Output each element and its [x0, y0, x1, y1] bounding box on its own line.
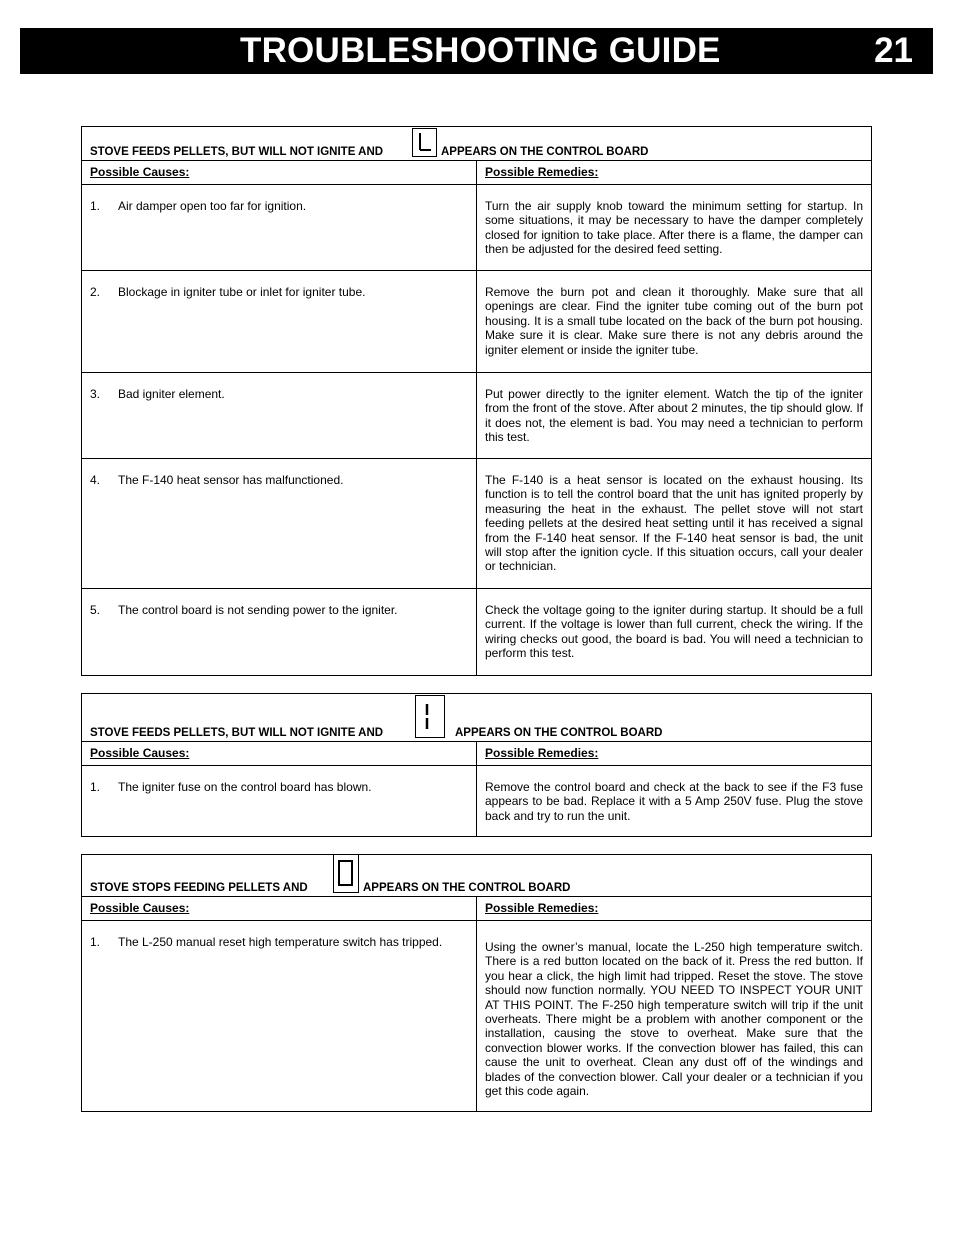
- cause-number: 5.: [90, 603, 101, 617]
- cause-text: Air damper open too far for ignition.: [118, 199, 307, 213]
- display-code-l-icon: [412, 128, 437, 157]
- cause-cell: [82, 373, 477, 458]
- table-row: [82, 373, 871, 459]
- cause-cell: [82, 271, 477, 372]
- cause-cell: [82, 459, 477, 588]
- section-title-after: APPEARS ON THE CONTROL BOARD: [455, 727, 663, 739]
- remedies-header: Possible Remedies:: [485, 165, 599, 179]
- cause-number: 3.: [90, 387, 101, 401]
- page-header: [20, 28, 933, 74]
- remedy-text: Remove the burn pot and clean it thoroughly. Make sure that all openings are clear. Find the igniter tube coming out of the burn pot housing. It is a small tube located on the back of the burn pot housing. Make sure it is clear. Make sure there is not any debris around the igniter element or inside the igniter tube.: [485, 285, 863, 357]
- cause-text: The L-250 manual reset high temperature switch has tripped.: [118, 935, 443, 949]
- table-row: [82, 589, 871, 675]
- section-title-before: STOVE FEEDS PELLETS, BUT WILL NOT IGNITE AND: [90, 146, 384, 158]
- troubleshooting-table-code-l: [81, 126, 872, 676]
- troubleshooting-table-code-0: [81, 854, 872, 1112]
- table-row: [82, 185, 871, 271]
- cause-text: Blockage in igniter tube or inlet for igniter tube.: [118, 285, 366, 299]
- remedy-text: Using the owner’s manual, locate the L-250 high temperature switch. There is a red button located on the back of it. Press the red button. If you hear a click, the high limit had tripped. Reset the stove. The stove should now function normally. YOU NEED TO INSPECT YOUR UNIT AT THIS POINT. The F-250 high temperature switch will trip if the unit overheats. There might be a problem with another component or the installation, causing the stove to overheat. Make sure that the convection blower works. If the convection blower has failed, this can cause the unit to overheat. Clean any dust off of the windings and blades of the convection blower. Call your dealer or a technician if you get this code again.: [485, 940, 863, 1099]
- page-number: 21: [874, 31, 913, 70]
- table-row: [82, 271, 871, 373]
- section-title-after: APPEARS ON THE CONTROL BOARD: [363, 882, 571, 894]
- cause-number: 1.: [90, 935, 101, 949]
- cause-text: The control board is not sending power to the igniter.: [118, 603, 398, 617]
- section-title-after: APPEARS ON THE CONTROL BOARD: [441, 146, 649, 158]
- cause-text: Bad igniter element.: [118, 387, 225, 401]
- troubleshooting-table-code-1: [81, 693, 872, 837]
- cause-number: 2.: [90, 285, 101, 299]
- remedy-text: Remove the control board and check at the back to see if the F3 fuse appears to be bad. Replace it with a 5 Amp 250V fuse. Plug the stove back and try to run the unit.: [485, 780, 863, 823]
- cause-text: The igniter fuse on the control board has blown.: [118, 780, 372, 794]
- column-header-row: [82, 897, 871, 921]
- table-row: [82, 459, 871, 589]
- remedy-text: Check the voltage going to the igniter during startup. It should be a full current. If the voltage is lower than full current, check the wiring. If the wiring checks out good, the board is bad. You will need a technician to perform this test.: [485, 603, 863, 661]
- cause-number: 4.: [90, 473, 101, 487]
- column-header-row: [82, 161, 871, 185]
- table-row: [82, 921, 871, 1111]
- section-title-row: [82, 855, 871, 897]
- remedies-header: Possible Remedies:: [485, 901, 599, 915]
- cause-number: 1.: [90, 199, 101, 213]
- remedy-text: The F-140 is a heat sensor is located on the exhaust housing. Its function is to tell the control board that the unit has ignited properly by measuring the heat in the exhaust. The pellet stove will not start feeding pellets at the desired heat setting until it has received a signal from the F-140 heat sensor. If the F-140 heat sensor is bad, the unit will stop after the ignition cycle. If this situation occurs, call your dealer or technician.: [485, 473, 863, 574]
- cause-text: The F-140 heat sensor has malfunctioned.: [118, 473, 344, 487]
- remedy-text: Turn the air supply knob toward the minimum setting for startup. In some situations, it may be necessary to have the damper completely closed for ignition to take place. After there is a flame, the damper can then be adjusted for the desired feed setting.: [485, 199, 863, 257]
- causes-header: Possible Causes:: [82, 161, 477, 184]
- cause-cell: [82, 589, 477, 675]
- cause-cell: [82, 766, 477, 836]
- causes-header: Possible Causes:: [82, 742, 477, 765]
- table-row: [82, 766, 871, 836]
- page-title: TROUBLESHOOTING GUIDE: [240, 31, 721, 70]
- cause-cell: [82, 921, 477, 1111]
- section-title-before: STOVE FEEDS PELLETS, BUT WILL NOT IGNITE AND: [90, 727, 384, 739]
- remedy-text: Put power directly to the igniter element. Watch the tip of the igniter from the front of the stove. After about 2 minutes, the tip should glow. If it does not, the element is bad. You may need a technician to perform this test.: [485, 387, 863, 445]
- remedies-header: Possible Remedies:: [485, 746, 599, 760]
- section-title-row: [82, 694, 871, 742]
- section-title-row: [82, 127, 871, 161]
- display-code-0-icon: [333, 854, 359, 893]
- cause-number: 1.: [90, 780, 101, 794]
- causes-header: Possible Causes:: [82, 897, 477, 920]
- cause-cell: [82, 185, 477, 270]
- display-code-1-icon: [415, 695, 445, 738]
- column-header-row: [82, 742, 871, 766]
- section-title-before: STOVE STOPS FEEDING PELLETS AND: [90, 882, 308, 894]
